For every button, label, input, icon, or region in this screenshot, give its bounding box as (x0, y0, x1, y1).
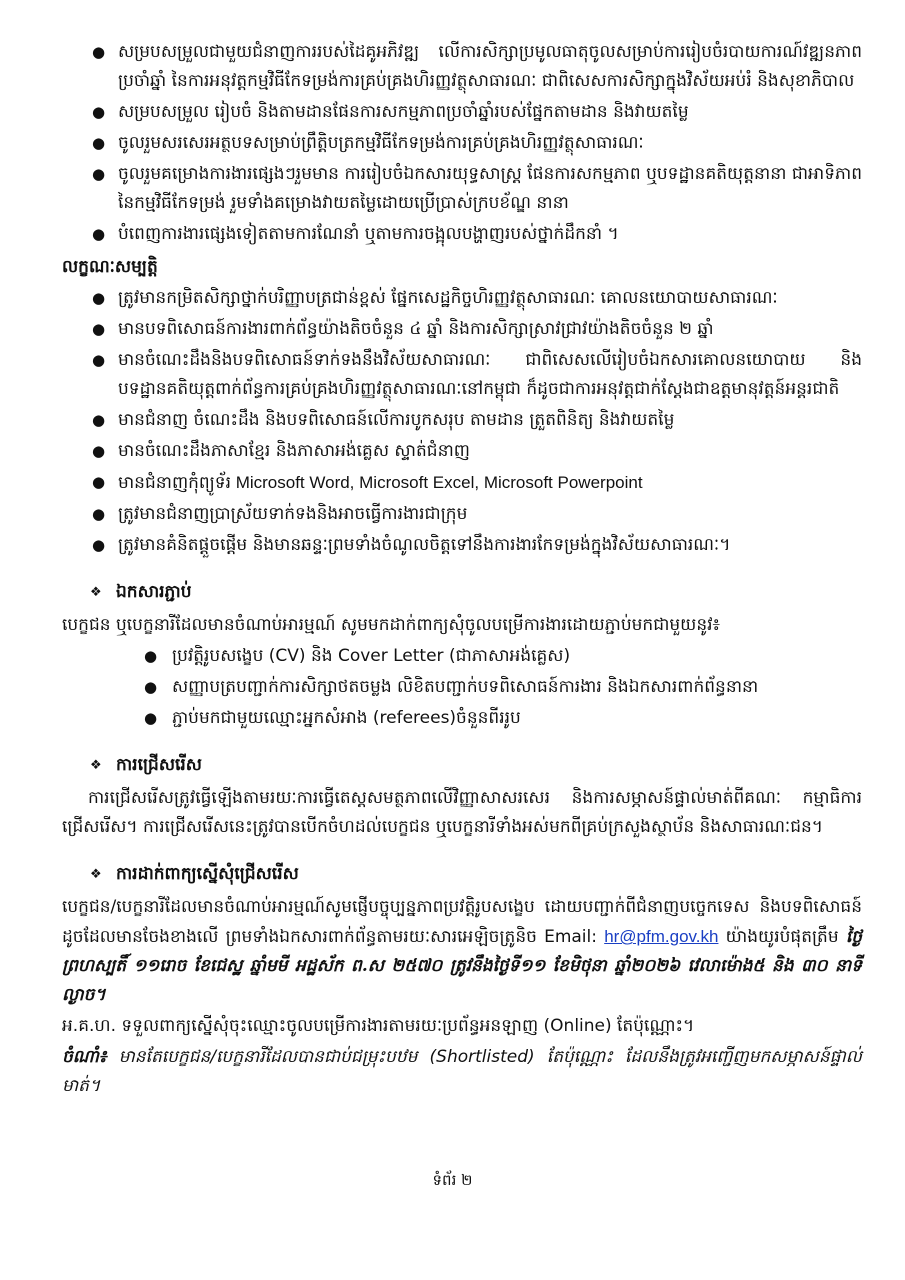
list-item-text: ប្រវត្តិរូបសង្ខេប (CV) និង Cover Letter (ជាភាសាអង់គ្លេស) (172, 646, 571, 666)
list-item (62, 98, 862, 127)
list-item (62, 531, 862, 560)
list-item (62, 284, 862, 313)
online-note: អ.គ.ហ. ទទួលពាក្យស្នើសុំចុះឈ្មោះចូលបម្រើការងារតាមរយៈប្រព័ន្ធអនឡាញ (Online) តែប៉ុណ្ណោះ។ (62, 1016, 695, 1036)
list-item-text: មានជំនាញកុំព្យូទ័រ Microsoft Word, Microsoft Excel, Microsoft Powerpoint (118, 473, 643, 492)
duties-list (62, 38, 862, 249)
list-item-text: មានចំណេះដឹងភាសាខ្មែរ និងភាសាអង់គ្លេស ស្ទាត់ជំនាញ (118, 441, 470, 461)
list-item (62, 406, 862, 435)
list-item (62, 160, 862, 218)
bullet-dot-icon: ● (92, 103, 106, 121)
four-diamond-icon: ❖ (90, 585, 102, 600)
list-item-text: ត្រូវមានគំនិតផ្តួចផ្តើម និងមានឆន្ទៈព្រមទាំងចំណូលចិត្តទៅនឹងការងារកែទម្រង់ក្នុងវិស័យសាធារណៈ។ (118, 535, 731, 555)
documents-heading-text: ឯកសារភ្ជាប់ (116, 582, 192, 602)
list-item-text: សម្របសម្រួល រៀបចំ និងតាមដានផែនការសកម្មភាពប្រចាំឆ្នាំរបស់ផ្នែកតាមដាន និងវាយតម្លៃ (118, 102, 689, 122)
application-heading (62, 860, 862, 889)
documents-intro: បេក្ខជន ឬបេក្ខនារីដែលមានចំណាប់អារម្មណ៍ សូមមកដាក់ពាក្យសុំចូលបម្រើការងារដោយភ្ជាប់មកជាមួយនូវ៖ (62, 615, 721, 635)
qualifications-list (62, 284, 862, 560)
bullet-dot-icon: ● (92, 289, 106, 307)
application-text-after: យ៉ាងយូរបំផុតត្រឹម (725, 927, 839, 947)
bullet-dot-icon: ● (92, 320, 106, 338)
bullet-dot-icon: ● (92, 351, 106, 369)
application-text-before: បេក្ខជន/បេក្ខនារីដែលមានចំណាប់អារម្មណ៍សូមផ្ញើបច្ចុប្បន្នភាពប្រវត្តិរូបសង្ខេប ដោយបញ្ជាក់ពីជំនាញបច្ចេកទេស និងបទពិសោធន៍ ដូចដែលមានចែងខាងលើ ព្រមទាំងឯកសារពាក់ព័ន្ធតាមរយៈសារអេឡិចត្រូនិច Email: (62, 897, 862, 947)
list-item (62, 38, 862, 96)
list-item-text: មានចំណេះដឹងនិងបទពិសោធន៍ទាក់ទងនឹងវិស័យសាធារណៈ ជាពិសេសលើរៀបចំឯកសារគោលនយោបាយ និងបទដ្ឋានគតិយុត្តពាក់ព័ន្ធការគ្រប់គ្រងហិរញ្ញវត្ថុសាធារណៈនៅកម្ពុជា ក៏ដូចជាការអនុវត្តជាក់ស្តែងជាឧត្តមានុវត្តន៍អន្តរជាតិ (118, 350, 862, 399)
documents-heading (62, 578, 862, 607)
list-item (62, 468, 862, 498)
list-item (62, 129, 862, 158)
application-deadline: ថ្ងៃព្រហស្បតិ៍ ១១រោច ខែជេស្ឋ ឆ្នាំមមី អដ្ឋស័ក ព.ស ២៥៧០ ត្រូវនឹងថ្ងៃទី១១ ខែមិថុនា ឆ្នាំ២០២៦ វេលាម៉ោង៥ និង ៣០ នាទី ល្ងាច។ (62, 927, 863, 1005)
list-item-text: សញ្ញាបត្របញ្ជាក់ការសិក្សាថតចម្លង លិខិតបញ្ជាក់បទពិសោធន៍ការងារ និងឯកសារពាក់ព័ន្ធនានា (172, 677, 759, 697)
bullet-dot-icon: ● (92, 165, 106, 183)
list-item (62, 437, 862, 466)
list-item (62, 642, 862, 671)
list-item-text: ភ្ជាប់មកជាមួយឈ្មោះអ្នកសំអាង (referees)ចំនួនពីររូប (172, 708, 521, 728)
selection-text: ការជ្រើសរើសត្រូវធ្វើឡើងតាមរយៈការធ្វើតេស្តសមត្ថភាពលើវិញ្ញាសាសរសេរ និងការសម្ភាសន៍ផ្ទាល់មាត់ពីគណៈ កម្មាធិការជ្រើសរើស។ ការជ្រើសរើសនេះត្រូវបានបើកចំហដល់បេក្ខជន ឬបេក្ខនារីទាំងអស់មកពីគ្រប់ក្រសួងស្ថាប័ន និងសាធារណៈជន។ (62, 788, 862, 837)
application-text (62, 893, 862, 1010)
list-item-text: ចូលរួមគម្រោងការងារផ្សេងៗរួមមាន ការរៀបចំឯកសារយុទ្ធសាស្ត្រ ផែនការសកម្មភាព ឬបទដ្ឋានគតិយុត្តនានា ជាអាទិភាពនៃកម្មវិធីកែទម្រង់ រួមទាំងគម្រោងវាយតម្លៃដោយប្រើប្រាស់ក្របខ័ណ្ឌ នានា (118, 164, 862, 213)
list-item-text: ត្រូវមានជំនាញប្រាស្រ័យទាក់ទងនិងអាចធ្វើការងារជាក្រុម (118, 504, 468, 524)
bullet-dot-icon: ● (92, 505, 106, 523)
list-item (62, 704, 862, 733)
documents-list (62, 642, 862, 733)
list-item (62, 346, 862, 404)
bullet-dot-icon: ● (92, 225, 106, 243)
list-item-text: មានជំនាញ ចំណេះដឹង និងបទពិសោធន៍លើការបូកសរុប តាមដាន ត្រួតពិនិត្យ និងវាយតម្លៃ (118, 410, 675, 430)
bullet-dot-icon: ● (92, 43, 106, 61)
bullet-dot-icon: ● (92, 536, 106, 554)
document-content (62, 38, 862, 1103)
list-item (62, 220, 862, 249)
four-diamond-icon: ❖ (90, 758, 102, 773)
selection-heading (62, 751, 862, 780)
list-item (62, 673, 862, 702)
list-item-text: ត្រូវមានកម្រិតសិក្សាថ្នាក់បរិញ្ញាបត្រជាន់ខ្ពស់ ផ្នែកសេដ្ឋកិច្ចហិរញ្ញវត្ថុសាធារណៈ គោលនយោបាយសាធារណៈ (118, 288, 778, 308)
application-heading-text: ការដាក់ពាក្យស្នើសុំជ្រើសរើស (116, 864, 299, 884)
remark (62, 1043, 862, 1101)
list-item (62, 315, 862, 344)
remark-text: មានតែបេក្ខជន/បេក្ខនារីដែលបានជាប់ជម្រុះបឋម (Shortlisted) តែប៉ុណ្ណោះ ដែលនឹងត្រូវអញ្ជើញមកសម្ភាសន៍ផ្ទាល់មាត់។ (62, 1047, 862, 1096)
remark-label: ចំណាំ៖ (62, 1047, 107, 1067)
selection-heading-text: ការជ្រើសរើស (116, 755, 202, 775)
list-item-text: សម្របសម្រួលជាមួយជំនាញការរបស់ដៃគូអភិវឌ្ឍ លើការសិក្សាប្រមូលធាតុចូលសម្រាប់ការរៀបចំរបាយការណ៍វឌ្ឍនភាពប្រចាំឆ្នាំ នៃការអនុវត្តកម្មវិធីកែទម្រង់ការគ្រប់គ្រងហិរញ្ញវត្ថុសាធារណៈ ជាពិសេសការសិក្សាក្នុងវិស័យអប់រំ និងសុខាភិបាល (118, 42, 862, 91)
list-item-text: បំពេញការងារផ្សេងទៀតតាមការណែនាំ ឬតាមការចង្អុលបង្ហាញរបស់ថ្នាក់ដឹកនាំ ។ (118, 224, 619, 244)
list-item-text: មានបទពិសោធន៍ការងារពាក់ព័ន្ធយ៉ាងតិចចំនួន ៤ ឆ្នាំ និងការសិក្សាស្រាវជ្រាវយ៉ាងតិចចំនួន ២ ឆ្នាំ (118, 319, 714, 339)
bullet-dot-icon: ● (144, 647, 158, 665)
bullet-dot-icon: ● (92, 442, 106, 460)
bullet-dot-icon: ● (92, 473, 106, 491)
four-diamond-icon: ❖ (90, 867, 102, 882)
bullet-dot-icon: ● (144, 678, 158, 696)
bullet-dot-icon: ● (92, 411, 106, 429)
page-number: ទំព័រ ២ (432, 1171, 473, 1189)
bullet-dot-icon: ● (144, 709, 158, 727)
bullet-dot-icon: ● (92, 134, 106, 152)
list-item (62, 500, 862, 529)
qualifications-heading: លក្ខណៈសម្បត្តិ (62, 257, 158, 277)
list-item-text: ចូលរួមសរសេរអត្ថបទសម្រាប់ព្រឹត្តិបត្រកម្មវិធីកែទម្រង់ការគ្រប់គ្រងហិរញ្ញវត្ថុសាធារណៈ (118, 133, 644, 153)
email-link[interactable]: hr@pfm.gov.kh (604, 927, 719, 946)
